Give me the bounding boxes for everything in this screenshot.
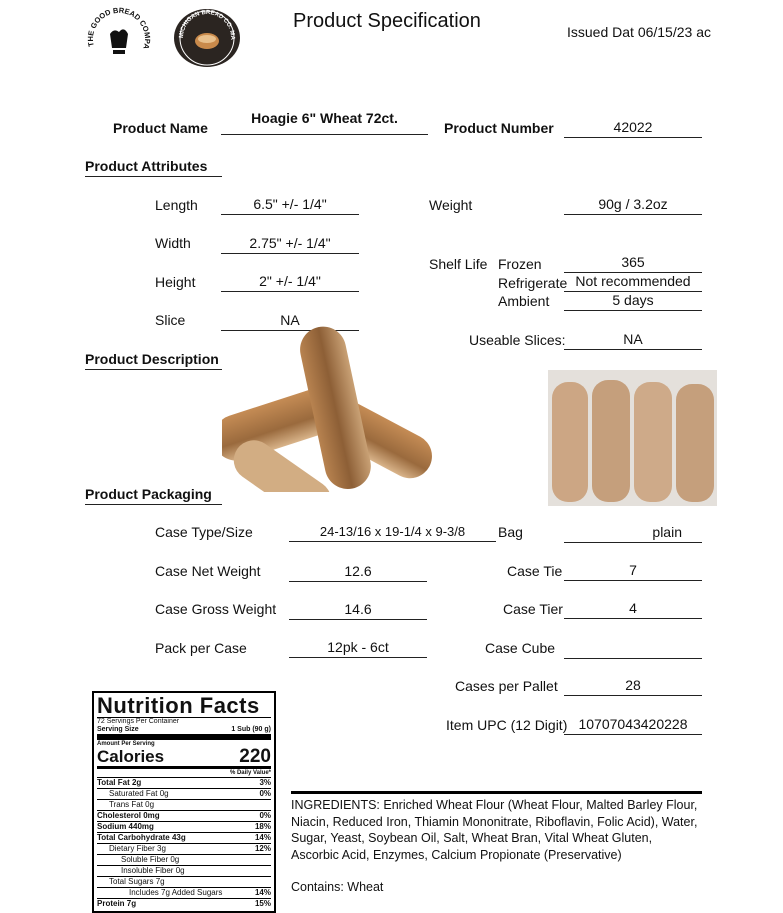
nutrient-row <box>97 843 271 854</box>
case-tier-value: 4 <box>564 600 702 619</box>
daily-value-header: % Daily Value* <box>229 770 271 776</box>
case-gross-weight-label: Case Gross Weight <box>155 601 277 617</box>
width-value: 2.75" +/- 1/4" <box>221 235 359 254</box>
nutrient-label: Cholesterol 0mg <box>97 811 160 820</box>
nutrient-row <box>97 777 271 788</box>
nutrient-daily-value: 18% <box>254 822 271 831</box>
nutrient-label: Dietary Fiber 3g <box>109 844 166 853</box>
refrigerate-value: Not recommended <box>564 273 702 292</box>
nutrient-label: Total Sugars 7g <box>109 877 165 886</box>
nutrient-label: Insoluble Fiber 0g <box>121 866 185 875</box>
hoagie-product-photo <box>222 326 440 492</box>
nutrient-row <box>97 865 271 876</box>
weight-label: Weight <box>429 197 473 213</box>
pack-per-case-label: Pack per Case <box>155 640 247 656</box>
nutrient-label: Total Carbohydrate 43g <box>97 833 186 842</box>
case-tie-label: Case Tie <box>507 563 563 579</box>
height-value: 2" +/- 1/4" <box>221 273 359 292</box>
page-title: Product Specification <box>293 10 481 32</box>
serving-size-value: 1 Sub (90 g) <box>231 726 271 733</box>
case-cube-label: Case Cube <box>485 640 556 656</box>
case-net-weight-label: Case Net Weight <box>155 563 261 579</box>
calories-label: Calories <box>97 747 165 766</box>
logo1-text: THE GOOD BREAD COMPA <box>85 6 153 51</box>
nutrient-label: Saturated Fat 0g <box>109 789 169 798</box>
michigan-bread-logo <box>174 9 240 67</box>
ingredients-block <box>291 791 702 896</box>
slice-label: Slice <box>155 312 186 328</box>
product-name-label: Product Name <box>113 120 208 136</box>
calories-value: 220 <box>239 746 271 767</box>
issued-date: Issued Dat 06/15/23 ac <box>567 24 711 40</box>
nutrition-title: Nutrition Facts <box>97 695 271 718</box>
case-cube-value <box>564 640 702 659</box>
nutrient-label: Trans Fat 0g <box>109 800 155 809</box>
servings-per-container: 72 Servings Per Container <box>97 718 180 725</box>
product-packaging-heading: Product Packaging <box>85 486 222 505</box>
ambient-value: 5 days <box>564 292 702 311</box>
product-description-heading: Product Description <box>85 351 222 370</box>
nutrient-label: Includes 7g Added Sugars <box>129 888 223 897</box>
nutrient-row <box>97 832 271 843</box>
useable-slices-label: Useable Slices: <box>469 332 566 348</box>
item-upc-label: Item UPC (12 Digit) <box>446 717 568 733</box>
bag-value: plain <box>564 524 702 543</box>
nutrient-row <box>97 854 271 865</box>
nutrient-row <box>97 898 271 909</box>
cases-per-pallet-value: 28 <box>564 677 702 696</box>
item-upc-value: 10707043420228 <box>564 716 702 735</box>
frozen-value: 365 <box>564 254 702 273</box>
product-attributes-heading: Product Attributes <box>85 158 222 177</box>
cases-per-pallet-label: Cases per Pallet <box>455 678 558 694</box>
case-tie-value: 7 <box>564 562 702 581</box>
serving-size-label: Serving Size <box>97 726 139 733</box>
nutrient-daily-value: 3% <box>259 778 271 787</box>
pack-per-case-value: 12pk - 6ct <box>289 639 427 658</box>
nutrient-row <box>97 788 271 799</box>
nutrient-row <box>97 821 271 832</box>
refrigerate-label: Refrigerate <box>498 275 568 291</box>
nutrient-daily-value: 0% <box>259 789 271 798</box>
product-number-value: 42022 <box>564 119 702 138</box>
frozen-label: Frozen <box>498 256 542 272</box>
amount-per-serving: Amount Per Serving <box>97 741 155 747</box>
good-bread-logo <box>84 6 154 72</box>
length-label: Length <box>155 197 198 213</box>
nutrient-daily-value: 14% <box>254 888 271 897</box>
nutrient-row <box>97 887 271 898</box>
shelf-life-label: Shelf Life <box>429 256 488 272</box>
nutrient-row <box>97 799 271 810</box>
product-number-label: Product Number <box>444 120 554 136</box>
nutrient-label: Soluble Fiber 0g <box>121 855 180 864</box>
slice-value: NA <box>221 312 359 331</box>
packaged-hoagie-photo <box>548 370 717 506</box>
ingredients-text: INGREDIENTS: Enriched Wheat Flour (Wheat Flour, Malted Barley Flour, Niacin, Reduced Iron, Thiamin Mononitrate, Riboflavin, Folic Acid), Water, Sugar, Yeast, Soybean Oil, Salt, Wheat Bran, Vital Wheat Gluten, Ascorbic Acid, Enzymes, Calcium Propionate (Preservative) <box>291 798 698 862</box>
product-name-value: Hoagie 6" Wheat 72ct. <box>221 110 428 135</box>
nutrient-daily-value: 15% <box>254 899 271 908</box>
nutrient-label: Sodium 440mg <box>97 822 154 831</box>
width-label: Width <box>155 235 191 251</box>
nutrient-row <box>97 810 271 821</box>
ambient-label: Ambient <box>498 293 550 309</box>
weight-value: 90g / 3.2oz <box>564 196 702 215</box>
logo2-text: MICHIGAN BREAD CO. MA <box>178 9 236 40</box>
nutrient-rows <box>97 777 271 909</box>
case-tier-label: Case Tier <box>503 601 563 617</box>
contains-text: Contains: Wheat <box>291 880 384 895</box>
nutrient-label: Protein 7g <box>97 899 137 908</box>
nutrient-label: Total Fat 2g <box>97 778 142 787</box>
nutrient-row <box>97 876 271 887</box>
bag-label: Bag <box>498 524 523 540</box>
case-type-label: Case Type/Size <box>155 524 253 540</box>
height-label: Height <box>155 274 196 290</box>
nutrient-daily-value: 14% <box>254 833 271 842</box>
nutrient-daily-value: 0% <box>259 811 271 820</box>
length-value: 6.5" +/- 1/4" <box>221 196 359 215</box>
nutrient-daily-value: 12% <box>254 844 271 853</box>
case-gross-weight-value: 14.6 <box>289 601 427 620</box>
useable-slices-value: NA <box>564 331 702 350</box>
nutrition-facts-label <box>92 691 276 913</box>
case-net-weight-value: 12.6 <box>289 563 427 582</box>
case-type-value: 24-13/16 x 19-1/4 x 9-3/8 <box>289 524 496 542</box>
